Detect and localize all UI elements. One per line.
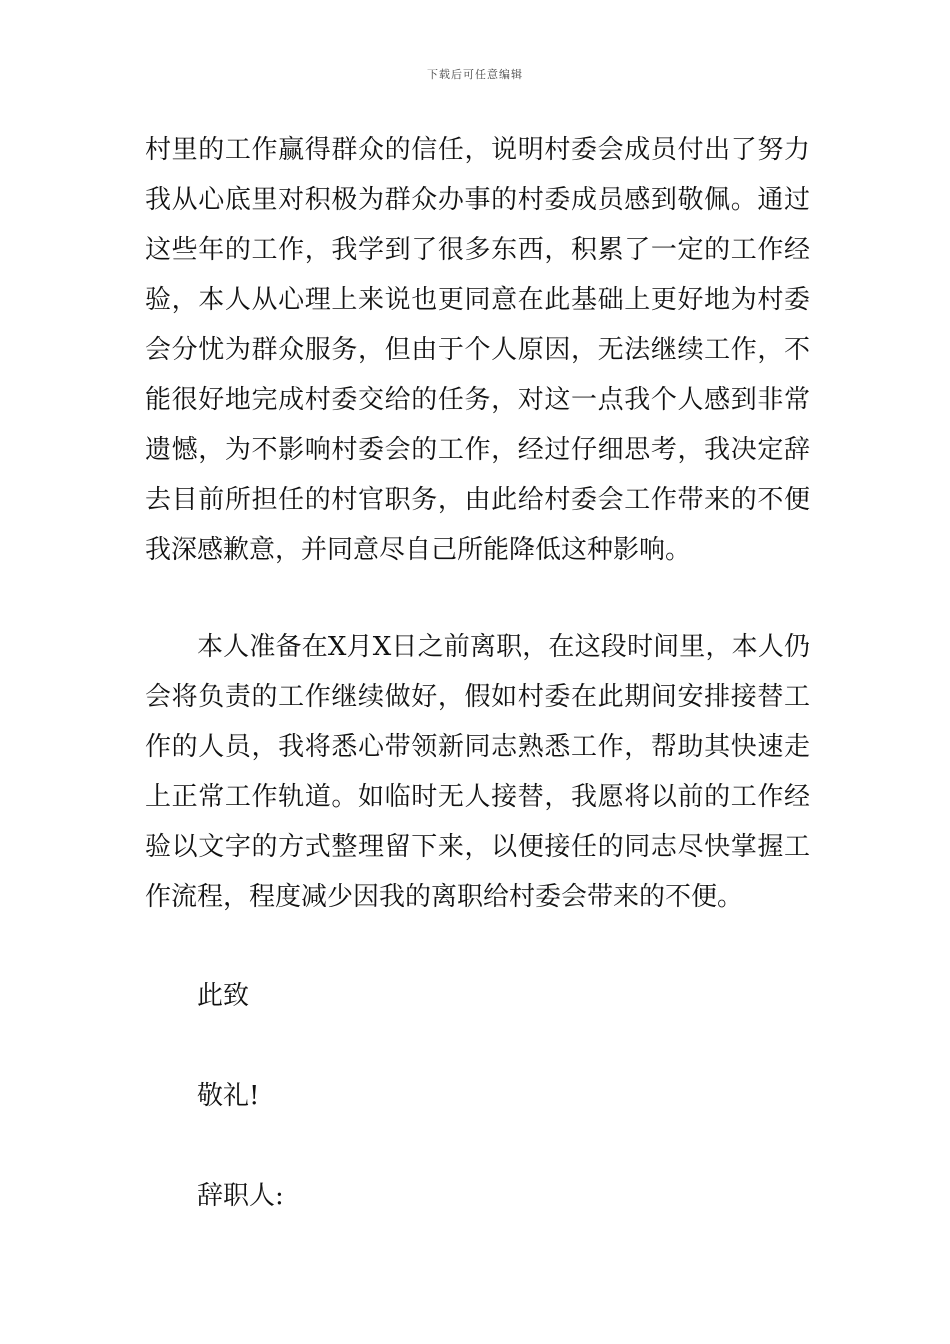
paragraph-1-line: 验，本人从心理上来说也更同意在此基础上更好地为村委: [145, 285, 810, 315]
paragraph-1-line: 去目前所担任的村官职务，由此给村委会工作带来的不便: [145, 485, 810, 515]
paragraph-1-line: 遗憾，为不影响村委会的工作，经过仔细思考，我决定辞: [145, 435, 810, 465]
regards: 敬礼!: [197, 1081, 260, 1111]
paragraph-1-line: 我深感歉意，并同意尽自己所能降低这种影响。: [145, 535, 692, 565]
paragraph-1-line: 我从心底里对积极为群众办事的村委成员感到敬佩。通过: [145, 185, 810, 215]
salutation: 此致: [197, 981, 250, 1011]
paragraph-1-line: 能很好地完成村委交给的任务，对这一点我个人感到非常: [145, 385, 810, 415]
paragraph-1-line: 村里的工作赢得群众的信任，说明村委会成员付出了努力: [145, 135, 810, 165]
paragraph-2-line: 验以文字的方式整理留下来，以便接任的同志尽快掌握工: [145, 832, 810, 862]
paragraph-2-line: 本人准备在X月X日之前离职，在这段时间里，本人仍: [197, 632, 810, 662]
paragraph-2-line: 作流程，程度减少因我的离职给村委会带来的不便。: [145, 882, 744, 912]
paragraph-2-line: 会将负责的工作继续做好，假如村委在此期间安排接替工: [145, 682, 810, 712]
signer-label: 辞职人:: [197, 1181, 284, 1211]
paragraph-2-line: 作的人员，我将悉心带领新同志熟悉工作，帮助其快速走: [145, 732, 810, 762]
paragraph-1-line: 这些年的工作，我学到了很多东西，积累了一定的工作经: [145, 235, 810, 265]
paragraph-2-line: 上正常工作轨道。如临时无人接替，我愿将以前的工作经: [145, 782, 810, 812]
paragraph-1-line: 会分忧为群众服务，但由于个人原因，无法继续工作，不: [145, 335, 810, 365]
page-header: 下载后可任意编辑: [427, 68, 523, 81]
